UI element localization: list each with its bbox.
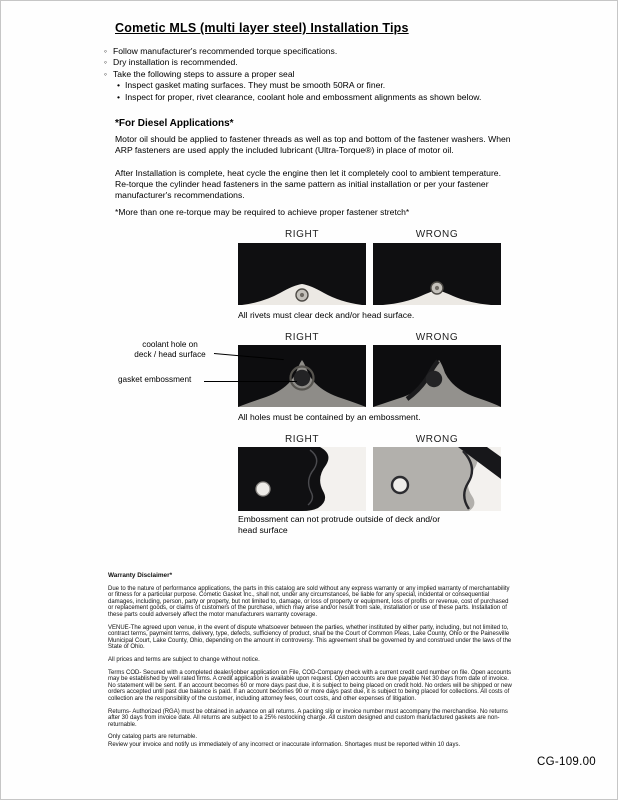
fig3-right-image — [238, 447, 366, 511]
filled-bullet-icon: • — [117, 91, 121, 102]
disclaimer-paragraph: Due to the nature of performance applications, the parts in this catalog are sold without any express warranty or any implied warranty of merchantability or fitness for a particular purpose. Cometic Gasket Inc., shall not, under any circumstances, be liable for any special, incidental or consequential damages, including, person, party or property, but not limited to, damage, or loss of property or equipment, loss of profits or revenue, cost of purchased or replacement goods, or claims of customers of the purchase, which may arise and/or result from sale, installation or use of these parts. Installation of these parts could adversely affect the motor manufacturers warranty coverage. — [108, 585, 510, 618]
fig2-right-label: RIGHT — [284, 332, 320, 343]
fig1-right-label: RIGHT — [284, 229, 320, 240]
tips-list — [104, 46, 554, 103]
document-number: CG-109.00 — [537, 756, 596, 768]
fig3-wrong-label: WRONG — [415, 434, 459, 445]
callout-text: coolant hole on — [142, 340, 198, 349]
list-item — [104, 46, 554, 57]
fig2-wrong-label: WRONG — [415, 332, 459, 343]
disclaimer-heading: Warranty Disclaimer* — [108, 572, 173, 579]
tip-text: Take the following steps to assure a proper seal — [113, 68, 295, 79]
callout-line — [204, 381, 297, 382]
list-item — [117, 80, 554, 91]
fig1-right-image — [238, 243, 366, 305]
fig3-caption: Embossment can not protrude outside of deck and/or head surface — [238, 514, 441, 535]
fig3-right-label: RIGHT — [284, 434, 320, 445]
tip-text: Follow manufacturer's recommended torque specifications. — [113, 46, 338, 56]
fig1-caption: All rivets must clear deck and/or head surface. — [238, 310, 415, 320]
page-title: Cometic MLS (multi layer steel) Installation Tips — [115, 21, 409, 35]
coolant-hole-callout — [127, 340, 213, 359]
open-bullet-icon: ◦ — [104, 46, 108, 56]
callout-text: deck / head surface — [134, 349, 206, 359]
fig1-wrong-image — [373, 243, 501, 305]
diesel-heading: *For Diesel Applications* — [115, 118, 234, 129]
fig1-wrong-label: WRONG — [415, 229, 459, 240]
fig3-wrong-image — [373, 447, 501, 511]
disclaimer-paragraph: Review your invoice and notify us immediately of any incorrect or inaccurate information. Shortages must be reported within 10 days. — [108, 741, 461, 748]
warranty-disclaimer — [108, 573, 512, 754]
list-item — [104, 57, 554, 68]
disclaimer-paragraph: Terms COD- Secured with a completed dealer/jobber application on File, COD-Company check with a current credit card number on file. Open accounts may be established by well rated firms. A credit application is available upon request. Open accounts are due payable Net 30 days from date of invoice. No statement will be sent. If an account becomes 60 or more days past due, it is subject to being placed on credit hold. No orders will be shipped or new orders accepted until past due balance is paid. If an account becomes 90 or more days past due, it is subject to being placed for collections. All costs of collection are the responsibility of the customer, including attorney fees, court costs, and other expenses of litigation. — [108, 669, 512, 702]
diesel-paragraph-2: After Installation is complete, heat cycle the engine then let it completely cool to ambient temperature. Re-torque the cylinder head fasteners in the same pattern as initial installation or per your fastener manufacturer's recommendations. — [115, 168, 501, 200]
tip-text: Inspect gasket mating surfaces. They must be smooth 50RA or finer. — [125, 80, 386, 91]
tip-text: Dry installation is recommended. — [113, 57, 238, 68]
disclaimer-paragraph: VENUE-The agreed upon venue, in the event of dispute whatsoever between the parties, whether instituted by either party, including, but not limited to, contract terms, payment terms, delivery, type, defects, sufficiency of product, shall be the Court of Common Pleas, Lake County, Ohio or the Painesville Municipal Court, Lake County, Ohio, depending on the amount in controversy. This agreement shall be governed by and construed under the laws of the State of Ohio. — [108, 624, 512, 651]
disclaimer-paragraph: All prices and terms are subject to change without notice. — [108, 656, 260, 663]
list-item — [117, 92, 554, 103]
disclaimer-paragraph: Only catalog parts are returnable. — [108, 734, 198, 741]
diesel-paragraph-1: Motor oil should be applied to fastener threads as well as top and bottom of the fastener washers. When ARP fasteners are used apply the included lubricant (Ultra-Torque®) in place of motor oil. — [115, 134, 511, 155]
fig2-right-image — [238, 345, 366, 407]
fig2-wrong-image — [373, 345, 501, 407]
list-item — [104, 69, 554, 80]
tip-text: Inspect for proper, rivet clearance, coolant hole and embossment alignments as shown below. — [125, 91, 482, 102]
fig2-caption: All holes must be contained by an embossment. — [238, 412, 421, 422]
open-bullet-icon: ◦ — [104, 57, 108, 68]
gasket-embossment-callout: gasket embossment — [118, 375, 192, 384]
disclaimer-paragraph: Returns- Authorized (RGA) must be obtained in advance on all returns. A packing slip or invoice number must accompany the merchandise. No returns after 30 days from invoice date. All returns are subject to a 25% restocking charge. All custom designed and custom manufactured gaskets are non-returnable. — [108, 708, 508, 728]
filled-bullet-icon: • — [117, 80, 121, 91]
open-bullet-icon: ◦ — [104, 68, 108, 79]
retorque-note: *More than one re-torque may be required to achieve proper fastener stretch* — [115, 207, 410, 217]
